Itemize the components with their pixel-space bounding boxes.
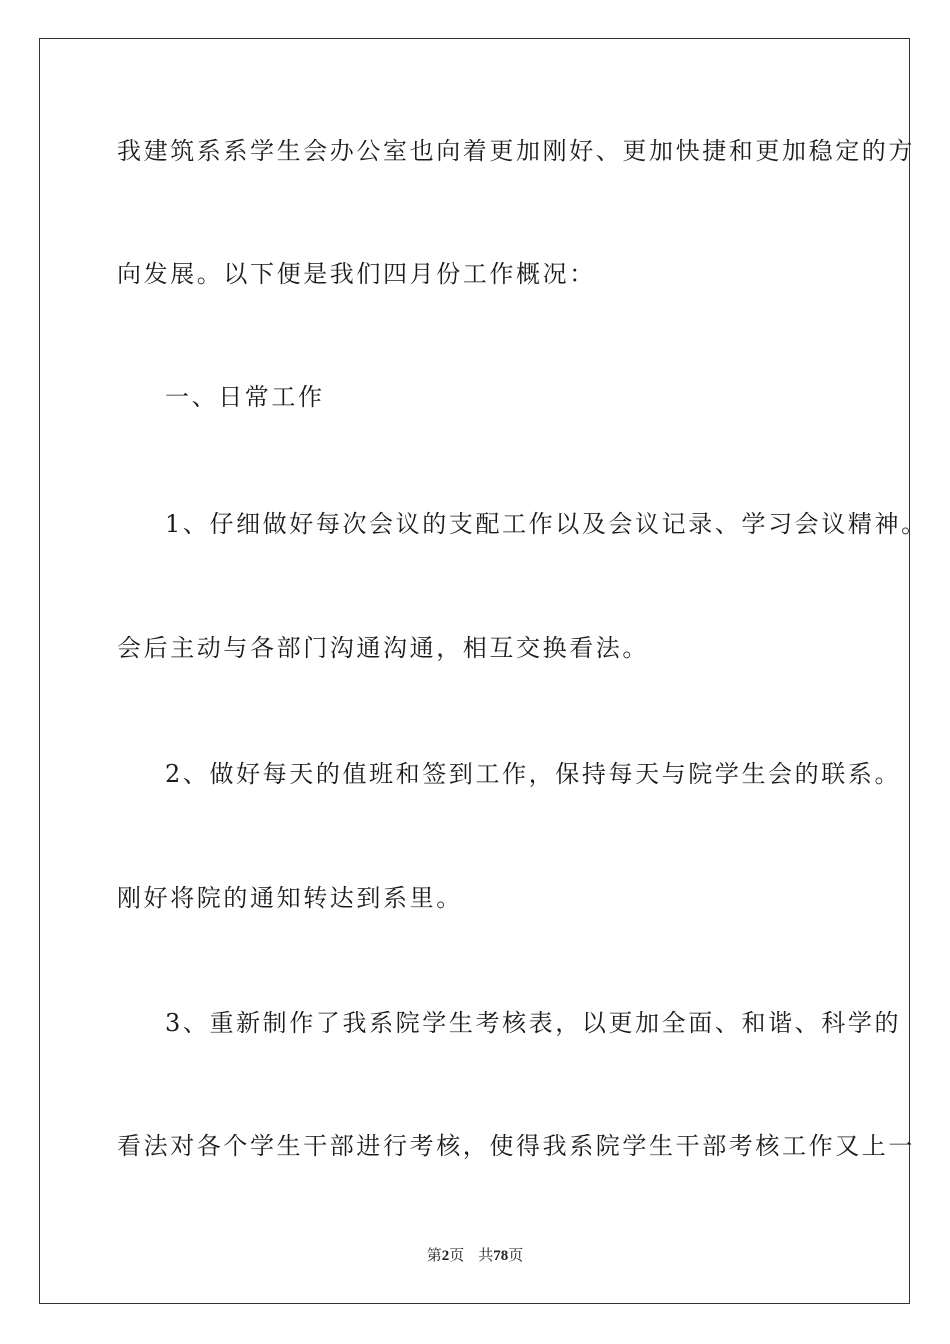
body-text-line: 我建筑系系学生会办公室也向着更加刚好、更加快捷和更加稳定的方	[117, 137, 915, 165]
body-text-line: 3、重新制作了我系院学生考核表，以更加全面、和谐、科学的	[165, 1009, 902, 1037]
section-heading: 一、日常工作	[165, 383, 325, 411]
page-number-footer	[0, 1246, 950, 1266]
page-border	[39, 38, 910, 1304]
total-suffix: 页	[508, 1248, 524, 1264]
total-page-count: 78	[493, 1248, 509, 1264]
body-text-line: 看法对各个学生干部进行考核，使得我系院学生干部考核工作又上一	[117, 1132, 915, 1160]
page-prefix: 第	[426, 1248, 442, 1264]
body-text-line: 2、做好每天的值班和签到工作，保持每天与院学生会的联系。	[165, 760, 902, 788]
body-text-line: 会后主动与各部门沟通沟通，相互交换看法。	[117, 634, 649, 662]
page-suffix: 页	[449, 1248, 465, 1264]
body-text-line: 1、仔细做好每次会议的支配工作以及会议记录、学习会议精神。	[165, 510, 928, 538]
body-text-line: 向发展。以下便是我们四月份工作概况：	[117, 260, 596, 288]
current-page-number: 2	[441, 1248, 450, 1264]
body-text-line: 刚好将院的通知转达到系里。	[117, 884, 463, 912]
total-prefix: 共	[478, 1248, 494, 1264]
